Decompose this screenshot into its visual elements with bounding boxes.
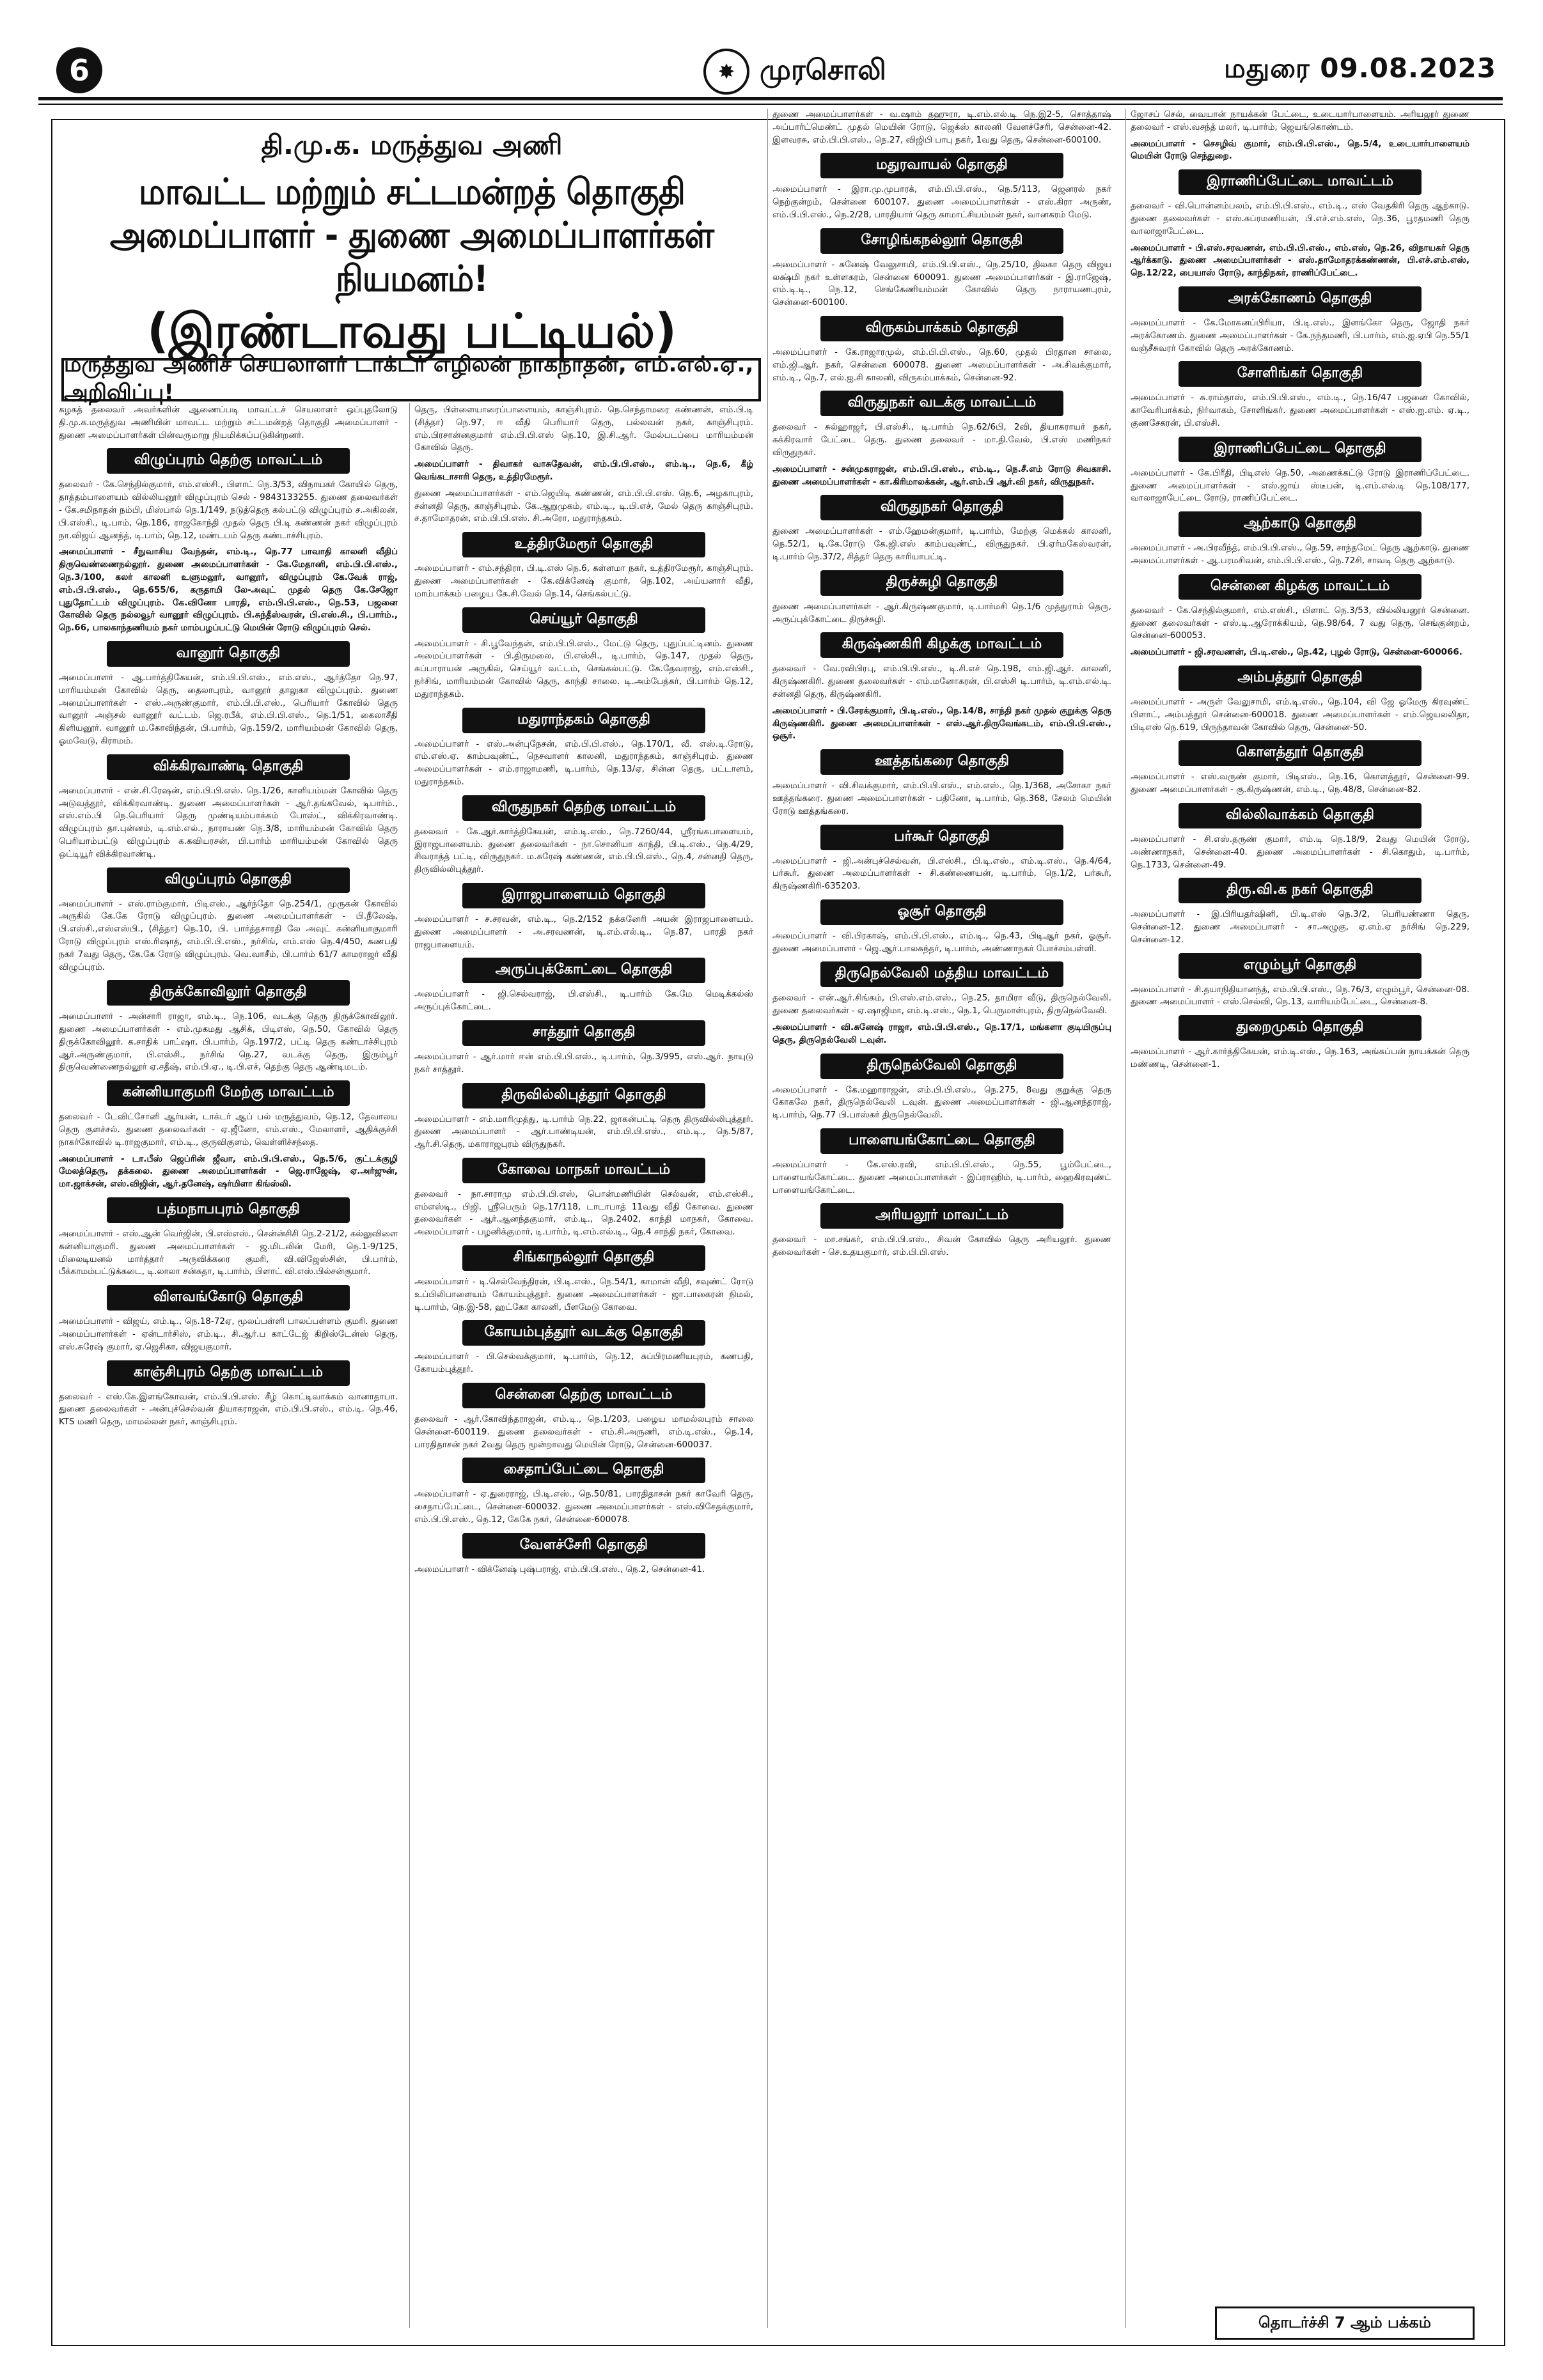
section-body: அமைப்பாளர் - சி.தயாநிதியானந்த், எம்.பி.பி.எஸ்., நெ.76/3, எழும்பூர், சென்னை-08. துணை அமைப்பாளர் - எஸ்.செல்வி, நெ.13, வாரியம்பேட்டை, சென்னை-8. bbox=[1131, 984, 1469, 1007]
section-lead: அமைப்பாளர் - வி.சுனேஷ் ராஜா, எம்.பி.பி.எஸ்., நெ.17/1, மங்களா குடியிருப்பு தெரு, திருநெல்வேலி டவுன். bbox=[772, 1022, 1111, 1045]
section-body: அமைப்பாளர் - எம்.மாரிமுத்து, டி.பார்ம் நெ.22, ஜாகன்பட்டி தெரு திருவில்லிபுத்தூர். துணை அமைப்பாளர் - ஆர்.பாண்டியன், எம்.பி.பி.எஸ்., எம்.டி., நெ.5/87, ஆர்.சி.தெரு, மகாராஜபுரம் விருதுநகர். bbox=[414, 1114, 753, 1150]
section-body: துணை அமைப்பாளர்கள் - ஆர்.கிருஷ்ணகுமார், டி.பார்மசி நெ.1/6 முத்துராம் தெரு, அருப்புக்கோட்டை திருச்சுழி. bbox=[772, 601, 1111, 625]
column-divider bbox=[767, 109, 768, 2328]
section-body: அமைப்பாளர் - விஜய், எம்.டி., நெ.18-72ஏ, மூலப்பள்ளி பாலப்பள்ளம் குமரி. துணை அமைப்பாளர்கள் - ஏன்டார்சிஸ், எம்.டி., சி.ஆர்.ப காட்டேஜ் கிறிஸ்டேன்ஸ் தெரு, எஸ்.சுரேஷ் குமார், ஏ.ஜெசிகா, விஜயகுமார். bbox=[59, 1316, 398, 1352]
section-lead: அமைப்பாளர் - டா.பீஸ் ஜெப்ரின் ஜீவா, எம்.பி.பி.எஸ்., நெ.5/6, குட்டக்குழி மேலத்தெரு, தக்கலை. துணை அமைப்பாளர்கள் - ஜெ.ராஜேஷ், ஏ.அர்ஜுன், மா.ஜாக்சன், எஸ்.விஜின், ஆர்.தனேஷ், ஷர்மிளா கிங்ஸ்லி. bbox=[59, 1153, 398, 1190]
section-heading: உத்திரமேரூர் தொகுதி bbox=[462, 532, 705, 557]
headline: மாவட்ட மற்றும் சட்டமன்றத் தொகுதி அமைப்பாளர் - துணை அமைப்பாளர்கள் நியமனம்! bbox=[109, 171, 714, 300]
section-body: அமைப்பாளர் - ஜி.அன்புச்செல்வன், பி.எஸ்சி., பி.டி.எஸ்., எம்.டி.எஸ்., நெ.4/64, பர்கூர். துணை அமைப்பாளர்கள் - சி.கண்ணையன், டி.பார்ம், நெ.1/2, பர்கூர், கிருஷ்ணகிரி-635203. bbox=[772, 855, 1111, 892]
section-body: அமைப்பாளர் - ஆர்.மார் ஈன் எம்.பி.பி.எஸ்., டி.பார்ம், நெ.3/995, எஸ்.ஆர். நாயுடு நகர் சாத்தூர். bbox=[414, 1051, 753, 1075]
section-body: தலைவர் - கே.செந்தில்குமார், எம்.எஸ்சி., பிளாட் நெ.3/53, விநாயகர் கோயில் தெரு, தாத்தம்பாளையம் வில்லியனூர் விழுப்புரம் செல் - 9843133255. துணை தலைவர்கள் - கே.சமிநாதன் நம்பி, மிஸ்பால் நெ.1/149, நடுத்தெரு கல்பட்டு விழுப்புரம் ச.அகிலன், பி.எஸ்சி., டி.பாம், நெ.186, ராஜகோந்தி முதல் தெரு பி.டி கண்ணன் நகர் விழுப்புரம் நா.விஜய் ஆனந்த், டி.பாம், நெ.12, மண்டபம் தெரு கண்டாச்சிபுரம். bbox=[59, 479, 398, 541]
section-lead: அமைப்பாளர் - சீநுவாசிய வேந்தன், எம்.டி., நெ.77 பாவாதி காலனி வீதிப் திருவெண்ணைநல்லூர். துணை அமைப்பாளர்கள் - கே.மேதானி, எம்.பி.பி.எஸ்., நெ.3/100, கலர் காலனி உளுமலூர், வானூர், விழுப்புரம் கே.வேக் ராஜ், எம்.பி.பி.எஸ்., நெ.655/6, கருதாமி லே-அவுட் முதல் தெரு கே.சேஜோ புதுதோட்டம் விழுப்புரம். கே.வினோ பாரதி, எம்.பி.பி.எஸ்., நெ.53, பஜனை கோவில் தெரு நல்லவூர் வானூர் விழுப்புரம். பி.சுந்தீஸ்வரன், பி.எஸ்.சி., பி.பார்ம்., நெ.66, பாலகாந்தணியம் நகர் மாம்பழப்பட்டு மெயின் ரோடு விழுப்புரம் செல். bbox=[59, 547, 398, 634]
section-lead: அமைப்பாளர் - திவாகர் வாசுதேவன், எம்.பி.பி.எஸ்., எம்.டி., நெ.6, கீழ் வெங்கடாசாரி தெரு, உத்திரமேரூர். bbox=[414, 459, 753, 482]
masthead bbox=[38, 45, 1503, 96]
section-body: அமைப்பாளர் - கே.மஹாராஜன், எம்.பி.பி.எஸ்., நெ.275, 8வது குறுக்கு தெரு கோகலே நகர், திருநெல்வேலி டவுன். துணை அமைப்பாளர்கள் - ஜி.ஆனந்தராஜ், டி.பார்ம், நெ.77 பி.பாஸ்கர் திருநெல்வேலி. bbox=[772, 1084, 1111, 1121]
section-heading: சென்னை கிழக்கு மாவட்டம் bbox=[1179, 574, 1422, 600]
section-heading: திருக்கோவிலூர் தொகுதி bbox=[107, 980, 350, 1006]
section-heading: அருப்புக்கோட்டை தொகுதி bbox=[462, 958, 705, 983]
masthead-rule bbox=[38, 97, 1503, 100]
section-body: அமைப்பாளர் - எம்.சந்திரா, பி.டி.எஸ் நெ.6, கள்ளமா நகர், உத்திரமேரூர், காஞ்சிபுரம். துணை அமைப்பாளர்கள் - கே.விக்னேஷ் குமார், நெ.102, அய்யனார் வீதி, மாம்பாக்கம் பழைய கே.சி.வேல் நெ.14, செங்கல்பட்டு. bbox=[414, 563, 753, 599]
section-body: அமைப்பாளர் - ஆ.பார்த்திகேயன், எம்.பி.பி.எஸ்., எம்.எஸ்., ஆர்த்தோ நெ.97, மாரியம்மன் கோவில் தெரு, தைலாபுரம், வானூர் தாலுகா விழுப்புரம். துணை அமைப்பாளர்கள் - எஸ்.அருண்குமார், எம்.பி.பி.எஸ்., பெரியார் கோவில் தெரு வானூர் அஞ்சல் வானூர் வட்டம். ஜெ.ரபீக், எம்.பி.பி.எஸ்., நெ.1/51, கைலாசீதி கிளியனூர். வானூர் ம.கோவிந்தன், பி.பார்ம், நெ.159/2, மாரியம்மன் கோவில் தெரு, ஓமவேடு, கிராமம். bbox=[59, 672, 398, 746]
section-heading: விக்கிரவாண்டி தொகுதி bbox=[107, 754, 350, 780]
section-heading: அரியலூர் மாவட்டம் bbox=[820, 1203, 1063, 1229]
section-heading: விருதுநகர் தெற்கு மாவட்டம் bbox=[462, 795, 705, 821]
paper-name-block bbox=[703, 49, 886, 95]
section-body: தலைவர் - டேவிட்சோனி ஆர்யன், டாக்டர் ஆப் பல் மருத்துவம், நெ.12, தேவாலய தெரு குளச்சல். துணை தலைவர்கள் - ஏ.ஜீனோ, எம்.எஸ்., மேலாளர், ஆதிக்குச்சி நாகர்கோவில் டி.ராஜகுமார், எம்.டி., குருவிகுளம், வெள்ளிச்சந்தை. bbox=[59, 1112, 398, 1147]
section-heading: கோவை மாநகர் மாவட்டம் bbox=[462, 1158, 705, 1183]
section-body: தலைவர் - என்.ஆர்.சிங்கம், பி.எஸ்.எம்.எஸ்., நெ.25, தாமிரா வீடு, திருநெல்வேலி. துணை தலைவர்கள் - ஏ.ஷாஜிமா, எம்.டி.எஸ்., நெ.1, பெருமாள்புரம், திருநெல்வேலி. bbox=[772, 993, 1111, 1016]
section-body: அமைப்பாளர் - அன்சாரி ராஜா, எம்.டி., நெ.106, வடக்கு தெரு திருக்கோவிலூர். துணை அமைப்பாளர்கள் - எம்.முகமது ஆசிக், பிடிஎஸ், நெ.50, கோவில் தெரு திருக்கோவிலூர். க.சாதிக் பாட்ஷா, பி.பார்ம், நெ.197/2, பட்டி தெரு கண்டாச்சிபுரம் ஆர்.அருண்குமார், பி.எஸ்சி., நர்சிங் நெ.27, வடக்கு தெரு, இரும்பூர் திருவெண்ணைநல்லூர் ஏ.சதீஷ், எம்.பி.ஏ., டி.பி.எச், தெற்கு தெரு ஆண்டிமடம். bbox=[59, 1011, 398, 1073]
section-heading: துறைமுகம் தொகுதி bbox=[1179, 1015, 1422, 1041]
section-heading: இராஜபாளையம் தொகுதி bbox=[462, 883, 705, 908]
article-header bbox=[61, 125, 762, 359]
section-heading: விளவங்கோடு தொகுதி bbox=[107, 1285, 350, 1311]
section-body: அமைப்பாளர் - இ.பிரியதர்ஷினி, பி.டி.எஸ் நெ.3/2, பெரியண்ணா தெரு, சென்னை-12. துணை அமைப்பாளர் - சா.அழுகு, ஏ.எம்.ஏ நர்சிங் நெ.229, சென்னை-12. bbox=[1131, 909, 1469, 945]
section-heading: திருச்சுழி தொகுதி bbox=[820, 570, 1063, 596]
section-body: அமைப்பாளர் - என்.சி.ரேஷன், எம்.பி.பி.எஸ். நெ.1/26, காளியம்மன் கோவில் தெரு அடுவத்தூர், விக்கிரவாண்டி. துணை அமைப்பாளர்கள் - ஆர்.தங்கவேல், டிபார்ம்., எஸ்.எம்.பி நெ.பெரியார் தெரு முண்டியம்பாக்கம் போஸ்ட், விக்கிரவாண்டி. விழுப்புரம் தா.புன்னம், டி.எம்.எல்., நாராயண் நெ.3/8, மாரியம்மன் கோவில் தெரு பெரியாம்பட்டு விழுப்புரம் க.கவியரசன், பி.பார்ம் மாரியம்மன் கோவில் தெரு ஒட்டியூர் விக்கிரவாண்டி. bbox=[59, 785, 398, 859]
section-lead: அமைப்பாளர் - சன்முகராஜன், எம்.பி.பி.எஸ்., எம்.டி., நெ.சீ.எம் ரோடு சிவகாசி. துணை அமைப்பாளர்கள் - கா.கிரிமாலக்கன், ஆர்.எம்.பி ஆர்.வி நகர், விருதுநகர். bbox=[772, 463, 1111, 487]
section-heading: இராணிப்பேட்டை தொகுதி bbox=[1179, 437, 1422, 462]
section-body: அமைப்பாளர் - விக்னேஷ் புஷ்பராஜ், எம்.பி.பி.எஸ்., நெ.2, சென்னை-41. bbox=[414, 1564, 705, 1575]
section-heading: வேளச்சேரி தொகுதி bbox=[462, 1533, 705, 1559]
section-body: அமைப்பாளர் - அ.பிரவீந்த், எம்.பி.பி.எஸ்., நெ.59, சாந்தமேட் தெரு ஆற்காடு. துணை அமைப்பாளர்கள் - ஆ.பரமசிவன், எம்.பி.பி.எஸ்., நெ.72சி, சாவடி தெரு ஆற்காடு. bbox=[1131, 543, 1469, 566]
section-body: அமைப்பாளர் - அருள் வேலுசாமி, எம்.டி.எஸ்., நெ.104, வி ஜே ஓமேரு கிரவுண்ட் பிளாட், அம்பத்தூர் சென்னை-600018. துணை அமைப்பாளர்கள் - எம்.ஜெயலலிதா, பிடிஎஸ் நெ.619, பிருந்தாவன் கோவில் தெரு, சென்னை-50. bbox=[1131, 696, 1469, 733]
section-body: அமைப்பாளர் - சி.எஸ்.தருண் குமார், எம்.டி நெ.18/9, 2வது மெயின் ரோடு, அண்ணாநகர், சென்னை-40. துணை அமைப்பாளர்கள் - சி.கொதும், டி.பார்ம், நெ.1733, சென்னை-49. bbox=[1131, 834, 1469, 870]
section-heading: சாத்தூர் தொகுதி bbox=[462, 1020, 705, 1046]
section-heading: திருநெல்வேலி மத்திய மாவட்டம் bbox=[820, 961, 1063, 987]
column-divider bbox=[409, 403, 410, 2328]
section-body: அமைப்பாளர் - எஸ்.அன்புநேசன், எம்.பி.பி.எஸ்., நெ.170/1, வீ. எஸ்.டி.ரோடு, எம்.எஸ்.ஏ. காம்பவுண்ட், நெசவாளர் காலனி, மதுராந்தகம், காஞ்சிபுரம். துணை அமைப்பாளர்கள் - எம்.ராஜாமணி, டி.பார்ம், நெ.13/ஏ, சின்ன தெரு, பட்டாளம், மதுராந்தகம். bbox=[414, 738, 753, 787]
edition-date: மதுரை 09.08.2023 bbox=[1224, 52, 1496, 84]
section-heading: திருவில்லிபுத்தூர் தொகுதி bbox=[462, 1083, 705, 1108]
section-heading: காஞ்சிபுரம் தெற்கு மாவட்டம் bbox=[107, 1360, 350, 1386]
section-heading: செய்யூர் தொகுதி bbox=[462, 607, 705, 633]
section-heading: வானூர் தொகுதி bbox=[107, 641, 350, 667]
subheadline: (இரண்டாவது பட்டியல்) bbox=[146, 304, 677, 359]
continued-on-page-link[interactable]: தொடர்ச்சி 7 ஆம் பக்கம் bbox=[1215, 2306, 1475, 2340]
paper-logo-icon: ✸ bbox=[703, 49, 749, 95]
section-lead: அமைப்பாளர் - பி.எஸ்.சரவணன், எம்.பி.பி.எஸ்., எம்.எஸ், நெ.26, விநாயகர் தெரு ஆர்க்காடு. துணை அமைப்பாளர்கள் - எஸ்.தாமோதரக்கண்ணன், பி.எச்.எம்.எஸ், நெ.12/22, பையாஸ் ரோடு, காந்திநகர், ராணிப்பேட்டை. bbox=[1131, 242, 1469, 279]
section-heading: திருநெல்வேலி தொகுதி bbox=[820, 1054, 1063, 1079]
section-body: அமைப்பாளர் - கே.ராஜாரமுல், எம்.பி.பி.எஸ்., நெ.60, முதல் பிரதான சாலை, எம்.ஜி.ஆர். நகர், சென்னை 600078. துணை அமைப்பாளர்கள் - அ.சிவக்குமார், எம்.டி., நெ.7, எல்.ஐ.சி காலனி, விருகம்பாக்கம், சென்னை-92. bbox=[772, 346, 1111, 383]
section-heading: கன்னியாகுமரி மேற்கு மாவட்டம் bbox=[107, 1080, 350, 1106]
section-body: தலைவர் - சுல்ஹாஜர், பி.எஸ்சி., டி.பார்ம் நெ.62/6பி, 2வி, தியாகராயர் நகர், சுக்கிரவார் பேட்டை தெரு. துணை தலைவர் - மா.தி.வேல், பி.எஸ் மணிநகர் விருதுநகர். bbox=[772, 422, 1111, 458]
section-heading: மதுரவாயல் தொகுதி bbox=[820, 153, 1063, 178]
section-heading: எழும்பூர் தொகுதி bbox=[1179, 953, 1422, 979]
section-body: அமைப்பாளர் - எஸ்.ராம்குமார், பிடிஎஸ்., ஆர்ந்தோ நெ.254/1, முருகன் கோவில் அருகில் கே.கே ரோடு விழுப்புரம். துணை அமைப்பாளர்கள் - பி.நீலேஷ், பி.எஸ்சி.,எஸ்எஸ்பி., (சித்தா) நெ.10, பி. பார்த்தசாரதி லே அவுட் கன்னியாகுமாரி ரோடு விழுப்புரம் எஸ்.ரிஷாத், எம்.பி.பி.எஸ்., நர்சிங், எம்.எஸ் நெ.4/450, கணபதி நகர் 7வது தெரு, கே.கே ரோடு விழுப்புரம். வெ.வாசீம், பி.பார்ம் 61/7 காமராஜர் வீதி விழுப்புரம். bbox=[59, 898, 398, 972]
section-heading: விருகம்பாக்கம் தொகுதி bbox=[820, 316, 1063, 341]
section-heading: சைதாப்பேட்டை தொகுதி bbox=[462, 1458, 705, 1483]
section-lead: அமைப்பாளர் - ஜி.சரவணன், பி.டி.எஸ்., நெ.42, புழல் ரோடு, சென்னை-600066. bbox=[1131, 647, 1462, 658]
section-body: அமைப்பாளர் - சு.ராம்தாஸ், எம்.பி.பி.எஸ்., எம்.டி., நெ.16/47 பஜனை கோவில், காவேரிபாக்கம், நிர்வாகம், சோளிங்கர். துணை அமைப்பாளர்கள் - எஸ்.ஐ.எம். ஏ.டி., குணசேகரன், பி.எஸ்சி. bbox=[1131, 393, 1469, 428]
section-body: அமைப்பாளர் - சுனேஷ் வேலுசாமி, எம்.பி.பி.எஸ்., நெ.25/10, திலகா தெரு விஜய லக்ஷ்மி நகர் உள்ளகரம், சென்னை 600091. துணை அமைப்பாளர்கள் - இ.ராஜேஷ், எம்.டி.டி., நெ.12, செங்கேணியம்மன் கோவில் தெரு நாராயணபுரம், சென்னை-600100. bbox=[772, 259, 1111, 308]
section-body: தலைவர் - வி.பொன்னம்பலம், எம்.பி.பி.எஸ்., எம்.டி., எஸ் வேதகிரி தெரு ஆற்காடு. துணை தலைவர்கள் - எஸ்.சுப்ரமணியன், பி.எச்.எம்.எஸ், நெ.36, பூரதமணி தெரு வாலாஜாபேட்டை. bbox=[1131, 201, 1469, 237]
section-heading: விழுப்புரம் தொகுதி bbox=[107, 867, 350, 893]
section-heading: விருதுநகர் வடக்கு மாவட்டம் bbox=[820, 391, 1063, 416]
page-number: 6 bbox=[56, 47, 102, 93]
section-heading: ஊத்தங்கரை தொகுதி bbox=[820, 749, 1063, 775]
section-heading: திரு.வி.க நகர் தொகுதி bbox=[1179, 878, 1422, 903]
column-4 bbox=[1131, 109, 1469, 2328]
column-2 bbox=[414, 404, 753, 2328]
section-body: தலைவர் - கே.ஆர்.கார்த்திகேயன், எம்.டி.எஸ்., நெ.7260/44, ஸ்ரீரங்கபாளையம், இராஜபாளையம். துணை தலைவர்கள் - நா.சொனியா காந்தி, பி.டி.எஸ்., நெ.4/29, சிவராத்த் பட்டி, விருதுநகர். ம.சுரேஷ் கண்ணன், எம்.பி.பி.எஸ்., நெ.4, சன்னதி தெரு, திருவில்லிபுத்தூர். bbox=[414, 826, 753, 875]
section-lead: அமைப்பாளர் - பி.சேரக்குமார், பி.டி.எஸ்., நெ.14/8, சாந்தி நகர் முதல் குறுக்கு தெரு கிருஷ்ணகிரி. துணை அமைப்பாளர்கள் - எஸ்.ஆர்.திருவேங்கடம், எம்.பி.பி.எஸ்., ஒசூர். bbox=[772, 705, 1111, 742]
section-heading: இராணிப்பேட்டை மாவட்டம் bbox=[1179, 169, 1422, 195]
section-body: தலைவர் - நா.சாராமு எம்.பி.பி.எஸ், பொன்மணியின் செல்வன், எம்.எஸ்சி., எம்எஸ்டி., பிஜி. ஸ்ரீபெரும் நெ.17/118, டாடாபாத் 11வது வீதி கோவை. துணை தலைவர்கள் - ஆர்.ஆனந்தகுமார், எம்.டி., நெ.2402, காந்தி மாநகர், கோவை. அமைப்பாளர் - பழனிக்குமார், டி.பார்ம், டி.எம்.எல்.டி., நெ.4 சாந்தி நகர், கோவை. bbox=[414, 1188, 753, 1238]
section-heading: விழுப்புரம் தெற்கு மாவட்டம் bbox=[107, 448, 350, 474]
intro-paragraph: கழகத் தலைவர் அவர்களின் ஆணைப்படி மாவட்டச் செயலாளர் ஒப்புதலோடு தி.மு.க.மருத்துவ அணியின் மாவட்ட மற்றும் சட்டமன்றத் தொகுதி அமைப்பாளர் - துணை அமைப்பாளர்கள் பின்வருமாறு நியமிக்கப்படுகின்றனர். bbox=[59, 405, 398, 440]
section-body: தலைவர் - கே.செந்தில்குமார், எம்.எஸ்சி., பிளாட் நெ.3/53, வில்லியனூர் சென்னை. துணை தலைவர்கள் - எஸ்.டி.ஆரோக்கியம், நெ.98/64, 7 வது தெரு, செங்குன்றம், சென்னை-600053. bbox=[1131, 605, 1469, 641]
section-body: அமைப்பாளர் - ஆர்.கார்த்திகேயன், எம்.டி.எஸ்., நெ.163, அங்கப்பன் நாயக்கன் தெரு மண்ணடி, சென்னை-1. bbox=[1131, 1046, 1469, 1070]
section-body: அமைப்பாளர் - ஜி.செல்வராஜ், பி.எஸ்சி., டி.பார்ம் கே.மே மெடிக்கல்ஸ் அருப்புக்கோட்டை. bbox=[414, 989, 753, 1013]
section-body: அமைப்பாளர் - பி.செல்வக்குமார், டி.பார்ம், நெ.12, சுப்பிரமணியபுரம், கணபதி, கோயம்புத்தூர். bbox=[414, 1351, 753, 1375]
section-lead: அமைப்பாளர் - செசழிவ் குமார், எம்.பி.பி.எஸ்., நெ.5/4, உடையார்பாளையம் மெயின் ரோடு செந்துறை. bbox=[1131, 138, 1469, 162]
section-body: அமைப்பாளர் - சி.பூவேந்தன், எம்.பி.பி.எஸ்., மேட்டு தெரு, புதுப்பட்டினம். துணை அமைப்பாளர்கள் - பி.திருமலை, பி.எஸ்சி., டி.பார்ம், நெ.147, முதல் தெரு, சுப்பாராயன் அருகில், செய்யூர் வட்டம், செங்கல்பட்டு. கே.தேவராஜ், எம்.எஸ்சி., நர்சிங், மாரியம்மன் கோவில் தெரு, காந்தி சாலை. டி.அம்பேத்கர், பி.பார்ம் நெ.12, மதுராந்தகம். bbox=[414, 638, 753, 699]
section-body: தலைவர் - எஸ்.கே.இளங்கோவன், எம்.பி.பி.எஸ். சீழ் கொட்டிவாக்கம் வானாதாபா. துணை தலைவர்கள் - அன்புச்செல்வன் தியாகராஜன், எம்.பி.பி.எஸ்., எம்.டி. நெ.46, KTS மணி தெரு, மாமல்லன் நகர், காஞ்சிபுரம். bbox=[59, 1391, 398, 1427]
section-heading: கிருஷ்ணகிரி கிழக்கு மாவட்டம் bbox=[820, 632, 1063, 658]
section-body: துணை அமைப்பாளர்கள் - வ.ஷாம் தஹுரா, டி.எம்.எல்.டி நெ.இ2-5, சொத்தாஷ் அப்பார்ட்மெண்ட் முதல் மெயின் ரோடு, ஜெக்ஸ் காலனி வேளச்சேரி, சென்னை-42. இளவரசு, எம்.பி.பி.எஸ்., நெ.27, விஜிபி பாபு நகர், 1வது தெரு, சென்னை-600100. bbox=[772, 109, 1111, 145]
column-3 bbox=[772, 109, 1111, 2328]
section-body: ஜோசப் செல், வையான் நாயக்கன் பேட்டை, உடையார்பாளையம். அரியலூர் துணை தலைவர் - எஸ்.வசந்த் மலர், டி.பார்ம், ஜெயங்கொண்டம். bbox=[1131, 109, 1469, 132]
section-body: தெரு, பிள்ளையாரைப்பாளையம், காஞ்சிபுரம். நெ.செந்தாமரை கண்ணன், எம்.பி.டி (சித்தா) நெ.97, ஈ வீதி பெரியார் தெரு, பல்லவன் நகர், காஞ்சிபுரம். எம்.பிரசான்னகுமார் எம்.பி.பி.எஸ் நெ.10, இ.சி.ஆர். மேல்படப்பை மாரியம்மன் கோவில் தெரு. bbox=[414, 405, 753, 453]
section-heading: சிங்காநல்லூர் தொகுதி bbox=[462, 1245, 705, 1271]
section-body: தலைவர் - மா.சங்கர், எம்.பி.பி.எஸ்., சிவன் கோவில் தெரு அரியலூர். துணை தலைவர்கள் - செ.உதயகுமார், எம்.பி.பி.எஸ். bbox=[772, 1234, 1111, 1258]
section-body: அமைப்பாளர் - கே.எஸ்.ரவி, எம்.பி.பி.எஸ்., நெ.55, பூம்பேட்டை, பாளையங்கோட்டை. துணை அமைப்பாளர்கள் - இப்ராஹிம், டி.பார்ம், ஹைகிரவுண்ட் பாளையங்கோட்டை. bbox=[772, 1160, 1111, 1195]
section-heading: சென்னை தெற்கு மாவட்டம் bbox=[462, 1383, 705, 1408]
section-heading: சோளிங்கர் தொகுதி bbox=[1179, 361, 1422, 387]
section-body: அமைப்பாளர் - எஸ்.வருண் குமார், பிடிஎஸ்., நெ.16, கொளத்தூர், சென்னை-99. துணை அமைப்பாளர்கள் - கு.கிருஷ்ணன், எம்.டி., நெ.48/8, சென்னை-82. bbox=[1131, 772, 1469, 795]
section-body: அமைப்பாளர் - வி.சிவக்குமார், எம்.பி.பி.எஸ்., எம்.எஸ்., நெ.1/368, அசோகா நகர் ஊத்தங்கரை. துணை அமைப்பாளர்கள் - பதினோ, டி.பார்ம், நெ.368, சேலம் மெயின் ரோடு ஊத்தங்கரை. bbox=[772, 781, 1111, 816]
section-heading: விருதுநகர் தொகுதி bbox=[820, 495, 1063, 520]
wing-title: தி.மு.க. மருத்துவ அணி bbox=[261, 129, 563, 160]
section-body: அமைப்பாளர் - ஏ.துரைராஜ், பி.டி.எஸ்., நெ.50/81, பாரதிதாசன் நகர் காவேரி தெரு, சைதாப்பேட்டை, சென்னை-600032. துணை அமைப்பாளர்கள் - எஸ்.விசேதக்குமார், எம்.பி.பி.எஸ்., நெ.12, கேகே நகர், சென்னை-600078. bbox=[414, 1489, 753, 1525]
section-body: துணை அமைப்பாளர்கள் - எம்.ஜெயிடி கண்ணன், எம்.பி.பி.எஸ். நெ.6, அழகாபுரம், சன்னதி தெரு, காஞ்சிபுரம். கே.ஆறுமுகம், எம்.டி., டி.பி.எச், மேல் தெரு காஞ்சிபுரம். ச.தாமோதரன், எம்.பி.பி.எஸ். சி.அரோ, மதுராந்தகம். bbox=[414, 488, 753, 524]
masthead-rule-thin bbox=[38, 104, 1503, 105]
paper-name: முரசொலி bbox=[760, 53, 886, 86]
section-heading: பத்மநாபபுரம் தொகுதி bbox=[107, 1197, 350, 1223]
section-body: தலைவர் - வே.ரவிபிரபு, எம்.பி.பி.எஸ்., டி.சி.எச் நெ.198, எம்.ஜி.ஆர். காலனி, கிருஷ்ணகிரி. துணை தலைவர்கள் - எம்.மனோகரன், பி.எஸ்சி டி.பார்ம், டி.எம்.எல்.டி. சன்னதி தெரு, கிருஷ்ணகிரி. bbox=[772, 664, 1111, 699]
section-body: அமைப்பாளர் - எஸ்.ஆன் வெர்ஜின், பி.எஸ்எஸ்., சென்ன்சிசி நெ.2-21/2, கல்லுவிளை கன்னியாகுமரி. துணை அமைப்பாளர்கள் - ஜ.மிடலின் மேரி, நெ.1-9/125, மிலைடியனல் மார்த்தார் அருவிக்கரை குமரி, வி.விஜேஸ்சின், பி.பார்ம், பீக்காமம்பட்டுக்கடை, டி.லாலா சன்சுதா, டி.பார்ம், பிளாட் வி.எஸ்.பில்சன்குமார். bbox=[59, 1229, 398, 1277]
section-heading: ஆற்காடு தொகுதி bbox=[1179, 511, 1422, 537]
section-body: அமைப்பாளர் - ச.சரவன், எம்.டி., நெ.2/152 நக்கனேரி அயன் இராஜபாளையம். துணை அமைப்பாளர் - அ.சரவணன், டி.எம்.எல்.டி., நெ.87, பாரதி நகர் ராஜபாளையம். bbox=[414, 914, 753, 950]
section-heading: கொளத்தூர் தொகுதி bbox=[1179, 740, 1422, 766]
column-1 bbox=[59, 404, 398, 2328]
section-body: அமைப்பாளர் - கே.மோகனப்பிரியா, பி.டி.எஸ்., இளங்கோ தெரு, ஜோதி நகர் அரக்கோணம். துணை அமைப்பாளர்கள் - கே.நந்தமணி, பி.பார்ம், எம்.ஐ.ஏபி நெ.55/1 வஞ்சீசுவரர் கோவில் தெரு அரக்கோணம். bbox=[1131, 317, 1469, 354]
section-heading: பர்கூர் தொகுதி bbox=[820, 825, 1063, 850]
section-body: தலைவர் - ஆர்.கோவிந்தராஜன், எம்.டி., நெ.1/203, பழைய மாமல்லபுரம் சாலை சென்னை-600119. துணை தலைவர்கள் - எம்.சி.அருணி, எம்.டி.எஸ்., நெ.14, பாரதிதாசன் நகர் 2வது தெரு மூன்றாவது மெயின் ரோடு, சென்னை-600037. bbox=[414, 1414, 753, 1450]
section-body: அமைப்பாளர் - டி.செல்வேந்திரன், பி.டி.எஸ்., நெ.54/1, காமான் வீதி, சவுண்ட் ரோடு உப்பிலிபாளையம் கோயம்புத்தூர். துணை அமைப்பாளர்கள் - ஜா.பாகைரன் நிமல், டி.பார்ம், நெ.இ-58, ஹட்கோ காலனி, பீளமேடு கோவை. bbox=[414, 1277, 753, 1312]
section-heading: அரக்கோணம் தொகுதி bbox=[1179, 286, 1422, 312]
section-body: அமைப்பாளர் - வி.பிரகாஷ், எம்.பி.பி.எஸ்., எம்.டி., நெ.43, பிடிஆர் நகர், ஓசூர். துணை அமைப்பாளர் - ஜெ.ஆர்.பாலசுந்தர், டி.பார்ம், அண்ணாநகர் போச்சம்பள்ளி. bbox=[772, 930, 1111, 954]
section-body: அமைப்பாளர் - கே.பிரீதி, பிடிஎஸ் நெ.50, அணைக்கட்டு ரோடு இராணிப்பேட்டை. துணை அமைப்பாளர்கள் - எஸ்.ஜாய் ஸ்டீபன், டி.எம்.எல்.டி நெ.108/177, வாலாஜாபேட்டை ரோடு, ராணிப்பேட்டை. bbox=[1131, 467, 1469, 504]
section-body: அமைப்பாளர் - இரா.மு.முபாரக், எம்.பி.பி.எஸ்., நெ.5/113, ஜெனரல் நகர் நெற்குன்றம், சென்னை 600107. துணை அமைப்பாளர்கள் - எஸ்.கிரா அருண், எம்.பி.பி.எஸ்., நெ.2/28, பாரதியார் தெரு காமாட்சியம்மன் நகர், வானகரம் மேடு. bbox=[772, 184, 1111, 220]
section-heading: சோழிங்கநல்லூர் தொகுதி bbox=[820, 228, 1063, 254]
section-heading: கோயம்புத்தூர் வடக்கு தொகுதி bbox=[462, 1320, 705, 1346]
announcement-banner: மருத்துவ அணிச் செயலாளர் டாக்டர் எழிலன் நாகநாதன், எம்.எல்.ஏ., அறிவிப்பு! bbox=[61, 358, 761, 401]
section-body: துணை அமைப்பாளர்கள் - எம்.ஹேமன்குமார், டி.பார்ம், மேற்கு மெக்கல் காலனி, நெ.52/1, டி.கே.ரோடு கே.ஜி.எஸ் காம்பவுண்ட், விருதுநகர். பி.ஏர்மகேஸ்வரன், டி.பார்ம் நெ.37/2, சித்தர் தெரு காரியாபட்டி. bbox=[772, 526, 1111, 562]
section-heading: மதுராந்தகம் தொகுதி bbox=[462, 708, 705, 733]
section-heading: ஓசூர் தொகுதி bbox=[820, 899, 1063, 925]
column-divider bbox=[1125, 109, 1126, 2328]
section-heading: வில்லிவாக்கம் தொகுதி bbox=[1179, 803, 1422, 828]
section-heading: அம்பத்தூர் தொகுதி bbox=[1179, 665, 1422, 691]
section-heading: பாளையங்கோட்டை தொகுதி bbox=[820, 1128, 1063, 1154]
